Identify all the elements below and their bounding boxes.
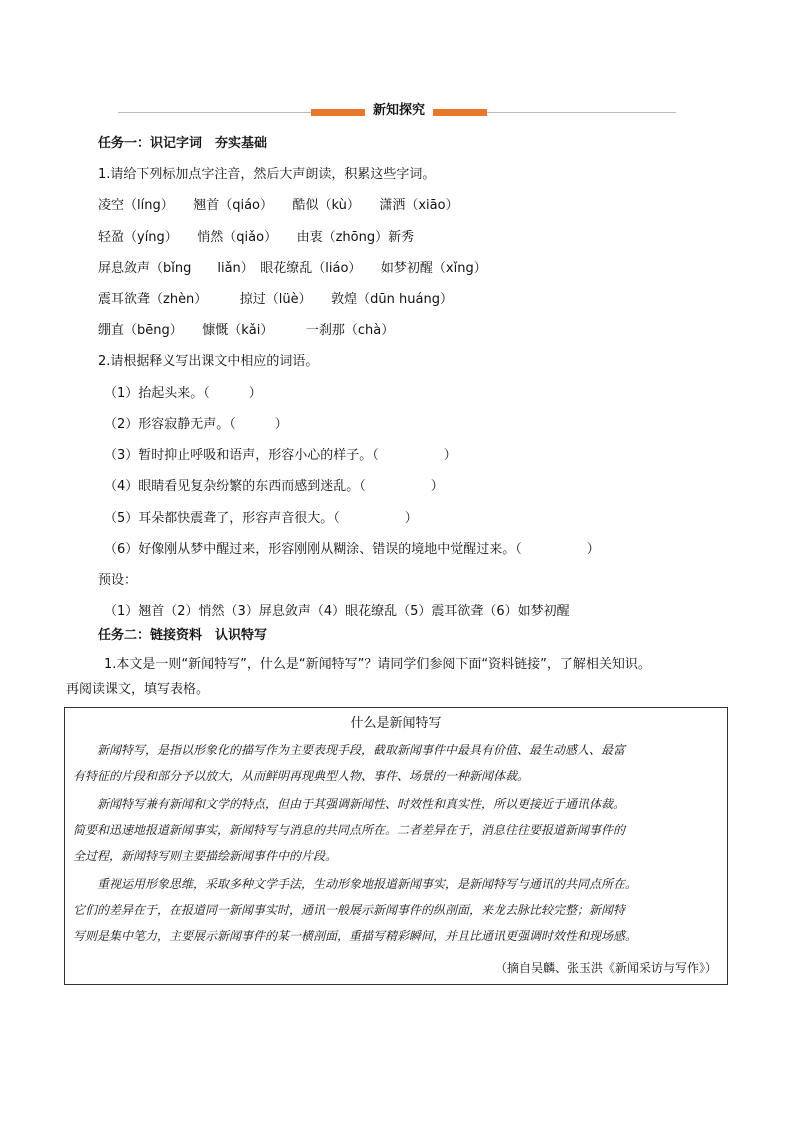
reference-box-line: 简要和迅速地报道新闻事实，新闻特写与消息的共同点所在。二者差异在于，消息往往要报道新闻事件的 (73, 823, 626, 837)
section-header (118, 100, 676, 122)
definition-item: （3）暂时抑止呼吸和语声，形容小心的样子。（ ） (104, 448, 457, 463)
reference-box-line: 全过程，新闻特写则主要描绘新闻事件中的片段。 (73, 849, 338, 863)
task1-question-1: 1.请给下列标加点字注音，然后大声朗读，积累这些字词。 (98, 167, 436, 182)
reference-box-line: 新闻特写，是指以形象化的描写作为主要表现手段，截取新闻事件中最具有价值、最生动感人、最富 (73, 743, 626, 757)
reference-source: （摘自吴麟、张玉洪《新闻采访与写作》） (494, 961, 717, 975)
task2-heading: 任务二：链接资料 认识特写 (98, 628, 268, 643)
reference-box-title: 什么是新闻特写 (350, 716, 442, 731)
definition-item: （1）抬起头来。（ ） (104, 386, 262, 401)
task2-question-1-cont: 再阅读课文，填写表格。 (66, 682, 210, 697)
task2-question-1: 1.本文是一则“新闻特写”，什么是“新闻特写”？请同学们参阅下面“资料链接”，了解相关知识。 (104, 657, 651, 672)
header-accent-left (311, 109, 365, 116)
reference-box-line: 写则是集中笔力，主要展示新闻事件的某一横剖面，重描写精彩瞬间，并且比通讯更强调时效性和现场感。 (73, 929, 638, 943)
preset-answer: （1）翘首（2）悄然（3）屏息敛声（4）眼花缭乱（5）震耳欲聋（6）如梦初醒 (104, 604, 570, 619)
preset-label: 预设： (98, 573, 138, 588)
pinyin-row: 凌空（líng） 翘首（qiáo） 酷似（kù） 潇洒（xiāo） (98, 198, 459, 213)
definition-item: （5）耳朵都快震聋了，形容声音很大。（ ） (104, 511, 418, 526)
reference-box-line: 它们的差异在于，在报道同一新闻事实时，通讯一般展示新闻事件的纵剖面，来龙去脉比较完整；新闻特 (73, 903, 626, 917)
reference-box (64, 707, 728, 985)
definition-item: （4）眼睛看见复杂纷繁的东西而感到迷乱。（ ） (104, 479, 444, 494)
section-title: 新知探究 (365, 101, 433, 121)
pinyin-row: 屏息敛声（bǐng liǎn） 眼花缭乱（liáo） 如梦初醒（xǐng） (98, 261, 487, 276)
reference-box-line: 新闻特写兼有新闻和文学的特点，但由于其强调新闻性、时效性和真实性，所以更接近于通讯体裁。 (73, 797, 626, 811)
reference-box-line: 有特征的片段和部分予以放大，从而鲜明再现典型人物、事件、场景的一种新闻体裁。 (73, 769, 530, 783)
header-accent-right (433, 109, 487, 116)
pinyin-row: 震耳欲聋（zhèn） 掠过（lüè） 敦煌（dūn huáng） (98, 292, 453, 307)
definition-item: （2）形容寂静无声。（ ） (104, 417, 288, 432)
definition-item: （6）好像刚从梦中醒过来，形容刚刚从糊涂、错误的境地中觉醒过来。（ ） (104, 542, 600, 557)
task1-heading: 任务一：识记字词 夯实基础 (98, 136, 268, 151)
pinyin-row: 轻盈（yíng） 悄然（qiǎo） 由衷（zhōng）新秀 (98, 230, 415, 245)
pinyin-row: 绷直（bēng） 慷慨（kǎi） 一刹那（chà） (98, 323, 395, 338)
task1-question-2: 2.请根据释义写出课文中相应的词语。 (98, 354, 319, 369)
reference-box-line: 重视运用形象思维，采取多种文学手法，生动形象地报道新闻事实，是新闻特写与通讯的共同点所在。 (73, 877, 638, 891)
